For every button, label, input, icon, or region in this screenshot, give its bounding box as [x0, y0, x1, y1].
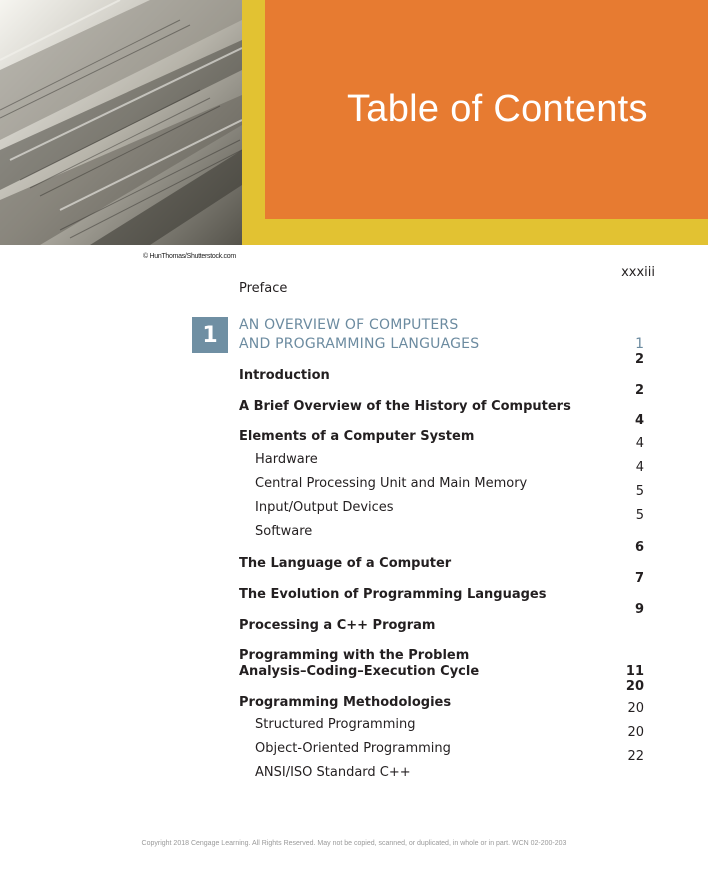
toc-entry-page: 20 [625, 679, 644, 694]
chapter-page-number: 1 [635, 336, 644, 352]
toc-entry-label: A Brief Overview of the History of Computers [239, 399, 571, 414]
toc-entry[interactable] [239, 648, 644, 680]
copyright-footer: Copyright 2018 Cengage Learning. All Rights Reserved. May not be copied, scanned, or duplicated, in whole or in part. WCN 02-200-203 [141, 840, 567, 847]
photo-credit: © HunThomas/Shutterstock.com [143, 253, 236, 260]
toc-entry-page: 4 [635, 436, 644, 451]
toc-entry-page: 9 [634, 602, 644, 617]
toc-entry-label-line1: Programming with the Problem [239, 648, 470, 663]
toc-entry-label: Hardware [255, 452, 318, 467]
toc-entry-label: Software [255, 524, 313, 539]
toc-entry-page: 11 [625, 664, 644, 679]
toc-entry-page: 4 [635, 460, 644, 475]
toc-entry-page: 22 [627, 749, 644, 764]
toc-entry-page: 5 [635, 508, 644, 523]
toc-entry-page: 2 [634, 383, 644, 398]
toc-entry-page: 5 [635, 484, 644, 499]
chapter-title[interactable] [239, 316, 644, 354]
toc-entry-page: xxxiii [621, 265, 655, 280]
toc-entry-page: 2 [634, 352, 644, 367]
toc-entry-label: Programming Methodologies [239, 695, 452, 710]
toc-entry-page: 20 [627, 725, 644, 740]
architecture-photo-image [0, 0, 242, 245]
toc-entry-label: Introduction [239, 368, 330, 383]
toc-entry-label: Structured Programming [255, 717, 416, 732]
toc-entry-page: 20 [627, 701, 644, 716]
toc-entry-label: Central Processing Unit and Main Memory [255, 476, 528, 491]
toc-entry-label: The Language of a Computer [239, 556, 452, 571]
toc-entry-page: 6 [634, 540, 644, 555]
page-title: Table of Contents [347, 88, 648, 130]
cover-photo [0, 0, 242, 245]
toc-entry-label: Processing a C++ Program [239, 618, 436, 633]
toc-entry-label: Input/Output Devices [255, 500, 394, 515]
toc-entry-label-line2: Analysis–Coding–Execution Cycle [239, 664, 480, 679]
chapter-title-line2: AND PROGRAMMING LANGUAGES [239, 336, 480, 352]
toc-entry-label: Preface [239, 281, 288, 296]
toc-entry-label: The Evolution of Programming Languages [239, 587, 547, 602]
toc-entry-label: Object-Oriented Programming [255, 741, 451, 756]
toc-entry-page: 7 [634, 571, 644, 586]
chapter-number-badge: 1 [192, 317, 228, 353]
toc-entry-label: Elements of a Computer System [239, 429, 475, 444]
toc-entry-page: 4 [634, 413, 644, 428]
chapter-title-line1: AN OVERVIEW OF COMPUTERS [239, 317, 459, 333]
toc-entry-label: ANSI/ISO Standard C++ [255, 765, 411, 780]
